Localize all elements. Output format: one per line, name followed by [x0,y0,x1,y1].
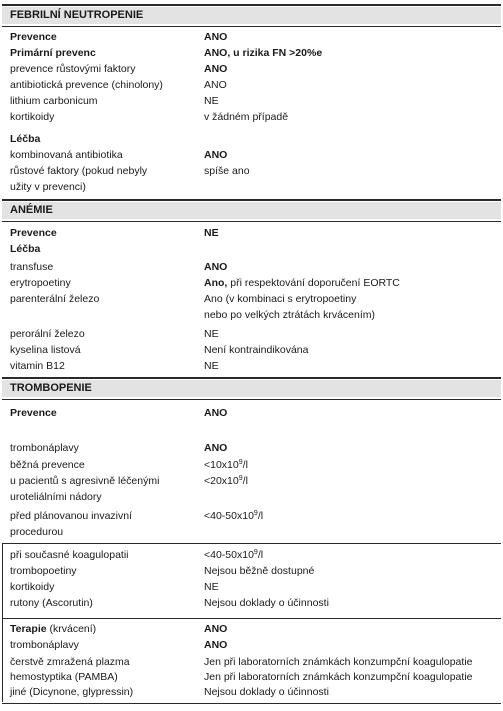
section-rule [2,199,501,201]
document-table: FEBRILNÍ NEUTROPENIE Prevence ANO Primární prevenc ANO, u rizika FN >20%e prevence růstovými faktory ANO antibiotická prevence (chinolony) ANO lithium carbonicum NE kortikoidy v žádném případě Léčba kombinovaná antibiotika ANO růstové faktory (pokud nebyly spíše ano užity v prevenci) ANÉMIE Prevence NE Léčba transfuse ANO erytropoetiny Ano, při respektování doporučení EORTC parenterální železo Ano (v kombinaci s erytropoetiny nebo po velkých ztrátách krvácením) perorální železo NE kyselina listová Není kontraindikována vitamin B12 NE TROMBOPENIE Prevence ANO trombonáplavy ANO běžná prevence $<10x10^9/l$ u pacientů s agresivně léčenými $<20x10^9/l$ uroteliálními nádory před plánovanou invazivní $<40-50x10^9/l$ procedurou při současné koagulopatii $<40-50x10^9/l$ trombopoetiny Nejsou běžně dostupné kortikoidy NE rutony (Ascorutin) Nejsou doklady o účinnosti Terapie (krvácení) ANO trombonáplavy ANO čerstvě zmražená plazma Jen při laboratorních známkách konzumpční koagulopatie hemostyptika (PAMBA) Jen při laboratorních známkách konzumpční koagulopatie jiné (Dicynone, glypressin) Nejsou doklady o účinnosti [0,0,503,711]
section-rule [2,26,501,27]
section-rule [2,221,501,222]
section-title-febrile-neutropenia: FEBRILNÍ NEUTROPENIE [2,7,501,24]
section-title-anemia: ANÉMIE [2,202,501,219]
block-left-border [2,618,3,702]
table-bottom-rule [2,703,501,704]
section-title-thrombopenia: TROMBOPENIE [2,380,501,397]
section-rule [2,618,501,619]
section-rule [2,377,501,379]
block-left-border [2,543,3,619]
table-top-rule [2,4,501,6]
section-rule [2,399,501,400]
section-rule [2,543,501,544]
